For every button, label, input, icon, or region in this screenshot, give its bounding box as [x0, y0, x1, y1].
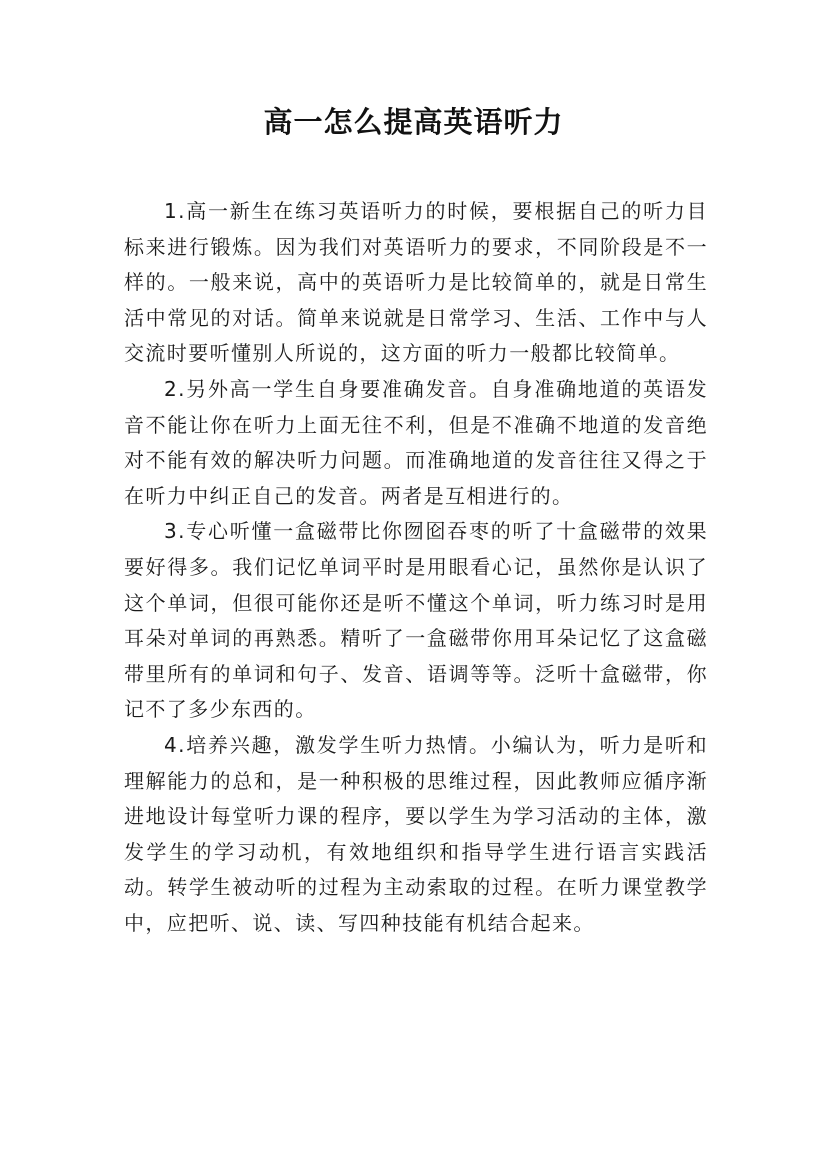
document-title: 高一怎么提高英语听力	[263, 105, 564, 139]
paragraph-1: 1.高一新生在练习英语听力的时候，要根据自己的听力目标来进行锻炼。因为我们对英语听力的要求，不同阶段是不一样的。一般来说，高中的英语听力是比较简单的，就是日常生活中常见的对话。简单来说就是日常学习、生活、工作中与人交流时要听懂别人所说的，这方面的听力一般都比较简单。	[124, 199, 708, 366]
paragraph-2: 2.另外高一学生自身要准确发音。自身准确地道的英语发音不能让你在听力上面无往不利，但是不准确不地道的发音绝对不能有效的解决听力问题。而准确地道的发音往往又得之于在听力中纠正自己的发音。两者是互相进行的。	[124, 376, 708, 508]
paragraph-4: 4.培养兴趣，激发学生听力热情。小编认为，听力是听和理解能力的总和，是一种积极的思维过程，因此教师应循序渐进地设计每堂听力课的程序，要以学生为学习活动的主体，激发学生的学习动机，有效地组织和指导学生进行语言实践活动。转学生被动听的过程为主动索取的过程。在听力课堂教学中，应把听、说、读、写四种技能有机结合起来。	[124, 732, 708, 935]
paragraph-3: 3.专心听懂一盒磁带比你囫囵吞枣的听了十盒磁带的效果要好得多。我们记忆单词平时是用眼看心记，虽然你是认识了这个单词，但很可能你还是听不懂这个单词，听力练习时是用耳朵对单词的再熟悉。精听了一盒磁带你用耳朵记忆了这盒磁带里所有的单词和句子、发音、语调等等。泛听十盒磁带，你记不了多少东西的。	[124, 519, 708, 722]
document-body	[124, 194, 708, 941]
